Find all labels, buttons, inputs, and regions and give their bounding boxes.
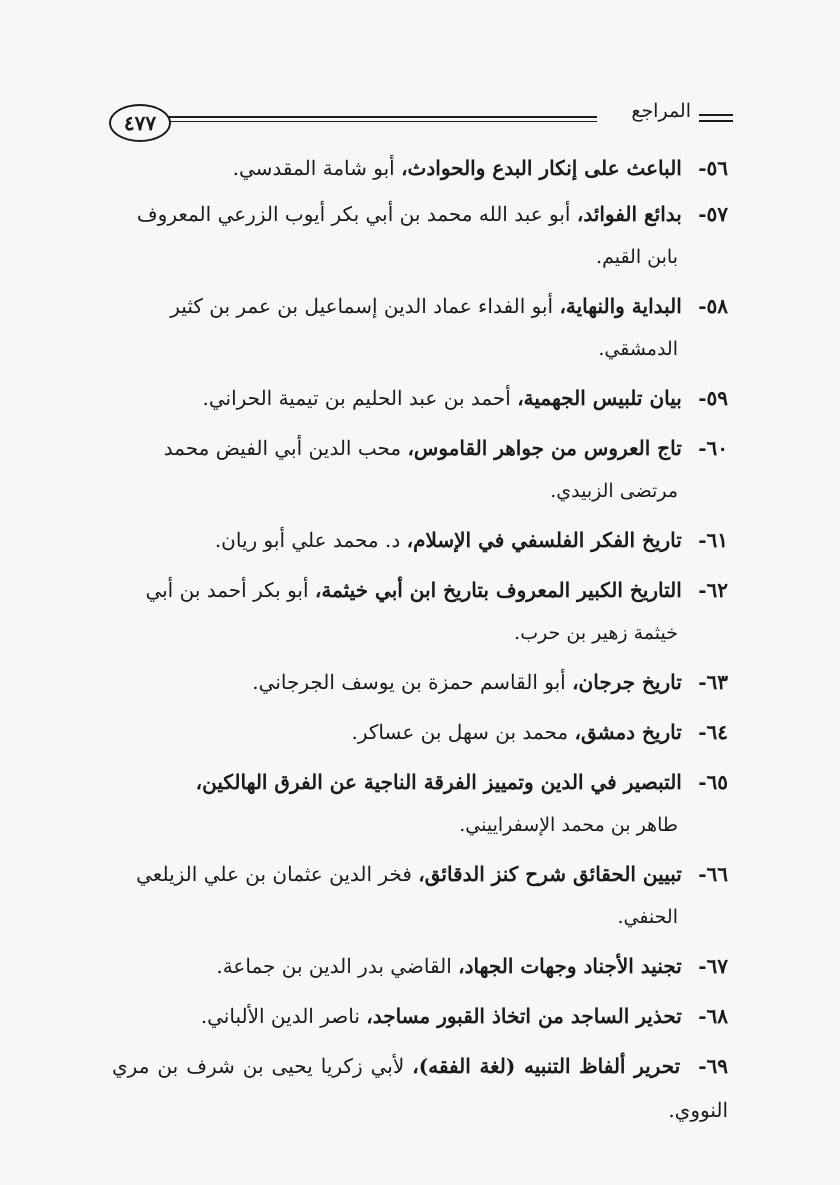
- entry-author: القاضي بدر الدين بن جماعة.: [216, 954, 452, 978]
- entry-title: تحذير الساجد من اتخاذ القبور مساجد،: [366, 1004, 682, 1028]
- reference-entry: [112, 660, 728, 704]
- entry-title: تاريخ دمشق،: [574, 720, 682, 744]
- entry-author: أحمد بن عبد الحليم بن تيمية الحراني.: [202, 386, 511, 410]
- reference-entry: [112, 760, 728, 846]
- entry-number: ٥٨-: [698, 294, 728, 318]
- header-dash: [699, 114, 733, 122]
- header-rule: [169, 116, 597, 122]
- reference-entry: [112, 192, 728, 278]
- entry-number: ٥٩-: [698, 386, 728, 410]
- reference-entry: [112, 376, 728, 420]
- entry-title: تاج العروس من جواهر القاموس،: [407, 436, 682, 460]
- entry-title: تاريخ الفكر الفلسفي في الإسلام،: [406, 528, 682, 552]
- reference-entry: [112, 1044, 728, 1132]
- entry-continuation: خيثمة زهير بن حرب.: [514, 622, 678, 644]
- entry-number: ٥٦-: [698, 156, 728, 180]
- references-list: [112, 146, 728, 1138]
- section-title: المراجع: [631, 100, 691, 122]
- entry-continuation: الحنفي.: [617, 906, 678, 928]
- entry-number: ٦٨-: [698, 1004, 728, 1028]
- entry-title: التبصير في الدين وتمييز الفرقة الناجية عن الفرق الهالكين،: [195, 770, 682, 794]
- entry-number: ٦١-: [698, 528, 728, 552]
- entry-number: ٦٣-: [698, 670, 728, 694]
- entry-title: البداية والنهاية،: [559, 294, 682, 318]
- entry-author: محب الدين أبي الفيض محمد: [163, 436, 402, 460]
- entry-title: تاريخ جرجان،: [572, 670, 682, 694]
- entry-number: ٦٢-: [698, 578, 728, 602]
- entry-author: ناصر الدين الألباني.: [200, 1004, 360, 1028]
- entry-title: تحرير ألفاظ التنبيه (لغة الفقه)،: [412, 1054, 681, 1078]
- page-header: [105, 98, 735, 142]
- entry-title: التاريخ الكبير المعروف بتاريخ ابن أبي خيثمة،: [314, 578, 682, 602]
- entry-author: فخر الدين عثمان بن علي الزيلعي: [136, 862, 412, 886]
- entry-number: ٦٥-: [698, 770, 728, 794]
- entry-number: ٦٦-: [698, 862, 728, 886]
- entry-number: ٦٧-: [698, 954, 728, 978]
- entry-continuation: طاهر بن محمد الإسفراييني.: [459, 814, 678, 836]
- entry-author: لأبي زكريا يحيى بن شرف بن مري النووي.: [112, 1054, 728, 1122]
- entry-continuation: مرتضى الزبيدي.: [550, 480, 678, 502]
- entry-author: أبو بكر أحمد بن أبي: [145, 578, 309, 602]
- entry-author: أبو عبد الله محمد بن أبي بكر أيوب الزرعي المعروف: [136, 202, 571, 226]
- reference-entry: [112, 852, 728, 938]
- entry-number: ٦٠-: [698, 436, 728, 460]
- entry-title: بيان تلبيس الجهمية،: [517, 386, 682, 410]
- entry-number: ٦٤-: [698, 720, 728, 744]
- entry-author: أبو القاسم حمزة بن يوسف الجرجاني.: [252, 670, 566, 694]
- entry-author: أبو شامة المقدسي.: [232, 156, 395, 180]
- entry-number: ٥٧-: [698, 202, 728, 226]
- entry-title: تجنيد الأجناد وجهات الجهاد،: [458, 954, 682, 978]
- entry-title: بدائع الفوائد،: [576, 202, 682, 226]
- reference-entry: [112, 146, 728, 190]
- reference-entry: [112, 994, 728, 1038]
- entry-continuation: الدمشقي.: [598, 338, 678, 360]
- entry-author: د. محمد علي أبو ريان.: [214, 528, 401, 552]
- entry-author: محمد بن سهل بن عساكر.: [351, 720, 569, 744]
- reference-entry: [112, 944, 728, 988]
- reference-entry: [112, 426, 728, 512]
- entry-title: تبيين الحقائق شرح كنز الدقائق،: [418, 862, 682, 886]
- reference-entry: [112, 284, 728, 370]
- reference-entry: [112, 518, 728, 562]
- entry-continuation: بابن القيم.: [596, 246, 678, 268]
- reference-entry: [112, 568, 728, 654]
- entry-number: ٦٩-: [698, 1054, 729, 1078]
- reference-entry: [112, 710, 728, 754]
- entry-title: الباعث على إنكار البدع والحوادث،: [401, 156, 682, 180]
- page-number: ٤٧٧: [109, 104, 171, 142]
- entry-author: أبو الفداء عماد الدين إسماعيل بن عمر بن كثير: [170, 294, 554, 318]
